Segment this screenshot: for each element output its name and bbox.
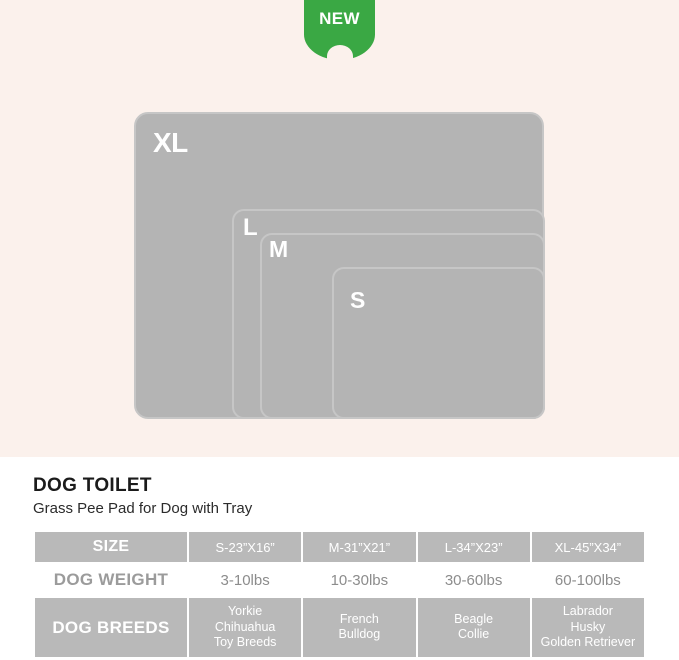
cell-size-s: S-23”X16” (189, 532, 301, 562)
new-badge-label: NEW (319, 9, 360, 28)
page-title: DOG TOILET (33, 475, 152, 496)
pad-label-xl: XL (153, 127, 188, 158)
cell-breeds-l (418, 598, 530, 657)
cell-size-l: L-34”X23” (418, 532, 530, 562)
row-header-breeds: DOG BREEDS (35, 598, 187, 657)
breed-line: Golden Retriever (540, 635, 636, 650)
pad-label-s: S (350, 287, 366, 313)
breed-line: Collie (457, 627, 490, 642)
info-section (0, 457, 679, 659)
breed-line: Chihuahua (214, 619, 276, 634)
spec-table (33, 530, 646, 659)
cell-weight-l: 30-60lbs (444, 571, 503, 589)
new-badge (304, 0, 375, 60)
badge-notch-shape (327, 45, 353, 61)
cell-weight-m: 10-30lbs (330, 571, 389, 589)
pad-label-m: M (269, 236, 289, 262)
row-header-size: SIZE (35, 532, 187, 562)
breed-line: Bulldog (338, 627, 381, 642)
cell-breeds-xl (532, 598, 644, 657)
cell-size-m: M-31”X21” (303, 532, 415, 562)
table-row-breeds (35, 598, 644, 657)
breed-line: Labrador (562, 604, 613, 618)
breed-line: Beagle (454, 611, 494, 626)
pad-label-l: L (243, 214, 258, 241)
breed-line: Husky (570, 619, 606, 634)
cell-breeds-m (303, 598, 415, 657)
table-row-size (35, 532, 644, 562)
breed-line: Toy Breeds (213, 635, 277, 650)
breed-line: French (339, 611, 379, 626)
cell-breeds-s (189, 598, 301, 657)
page-subtitle: Grass Pee Pad for Dog with Tray (33, 500, 253, 517)
breed-line: Yorkie (227, 604, 263, 618)
cell-weight-s: 3-10lbs (220, 571, 270, 589)
table-row-weight (35, 564, 644, 596)
cell-size-xl: XL-45”X34” (532, 532, 644, 562)
row-header-weight: DOG WEIGHT (53, 570, 169, 589)
cell-weight-xl: 60-100lbs (554, 571, 621, 589)
